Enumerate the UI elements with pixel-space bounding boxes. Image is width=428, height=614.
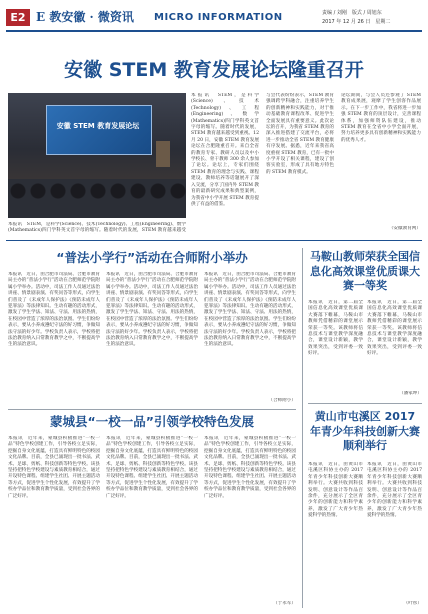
article-a-text-col1: 本报讯 近日，由合肥市司法局、合肥市教育局主办的“普法小学行”活动在合肥师范学院附属小学举办。活动中，司法工作人员通过法治讲座、情景剧表演、有奖问答等形式，向学生们普及了《未成年人保护法》《预防未成年人犯罪法》等法律知识。生动有趣的活动形式，激发了学生学法、知法、守法、用法的热情，在校园中营造了浓厚的法治氛围。学生们纷纷表示，要从小养成遵纪守法的好习惯，争做知法守法的好少年。学校负责人表示，学校将把法治教育纳入日常教育教学之中，不断提高学生的法治意识。 xyxy=(8,272,100,348)
article-b-byline: （于永军） xyxy=(273,601,296,606)
lead-text-under-photo: 本报讯 STEM，是科学(Science)、技术(Technology)、工程(Engineering)、数学(Mathematics)四门学科英文首字母的缩写。随着时代的发展，STEM 教育越来越受 xyxy=(8,222,186,234)
audience-silhouettes xyxy=(8,179,186,218)
article-c-headline: 马鞍山教师荣获全国信息化高效课堂优质课大赛一等奖 xyxy=(310,250,420,292)
lead-text-col1: 本报讯 STEM，是科学(Science)、技术(Technology)、工程(Engineering)、数学(Mathematics)四门学科英文首字母的缩写。随着时代的发展，STEM 教育越来越受到重视。12 月 20 日，安徽 STEM 教育发展论坛在合肥隆重召开。来自全省的教育专家、教研人员以及中小学校长、骨干教师 300 余人参加了论坛。论坛上，专家们围绕 STEM 教育的理念与实践、课程建设、教师培养等话题展开了深入交流，分享了国内外 STEM 教育的最新研究成果和典型案例，为我省中小学开展 STEM 教育提供了有益的借鉴。 xyxy=(191,93,259,207)
lead-divider xyxy=(6,240,422,241)
article-a-text-col3: 本报讯 近日，由合肥市司法局、合肥市教育局主办的“普法小学行”活动在合肥师范学院附属小学举办。活动中，司法工作人员通过法治讲座、情景剧表演、有奖问答等形式，向学生们普及了《未成年人保护法》《预防未成年人犯罪法》等法律知识。生动有趣的活动形式，激发了学生学法、知法、守法、用法的热情，在校园中营造了浓厚的法治氛围。学生们纷纷表示，要从小养成遵纪守法的好习惯，争做知法守法的好少年。学校负责人表示，学校将把法治教育纳入日常教育教学之中，不断提高学生的法治意识。 xyxy=(204,272,296,348)
article-c-text-col2: 本报讯 近日，第二届全国信息化高效课堂优质课大赛落下帷幕，马鞍山市教师凭借精彩的课堂展示荣获一等奖。该教师将信息技术与课堂教学深度融合，课堂设计新颖，教学效果突出，受到评委一致好评。 xyxy=(367,300,422,357)
article-b-text-col2: 本报讯 近年来，蒙城县积极推进“一校一品”特色学校创建工作，引导各校立足实际，挖掘自身文化底蕴，打造具有鲜明特色的校园文化品牌。目前，全县已涌现出一批书法、武术、足球、剪纸、科技创新等特色学校。该县坚持把特色学校建设与素质教育相结合，通过开设特色课程、组建学生社团、开展主题活动等方式，促进学生个性化发展，有效提升了学校办学品位和教育教学质量，受到社会各界的广泛好评。 xyxy=(106,436,198,499)
article-c-byline: （潘家坤） xyxy=(399,391,422,396)
article-a-headline: “普法小学行”活动在合师附小举办 xyxy=(56,250,248,265)
article-d-headline: 黄山市屯溪区 2017 年青少年科技创新大赛顺利举行 xyxy=(310,410,420,452)
article-d-text-col2: 本报讯 近日，由黄山市屯溪区科协主办的 2017 年青少年科技创新大赛顺利举行。大赛共收到科技发明、创意设计等作品百余件，充分展示了全区青少年的创新能力和科学素养，激发了广大青少年热爱科学的热情。 xyxy=(367,462,422,519)
lead-byline: （安徽教育网） xyxy=(388,226,421,231)
column-name: E 教安徽 · 微资讯 xyxy=(36,10,134,24)
article-c-text-col1: 本报讯 近日，第二届全国信息化高效课堂优质课大赛落下帷幕，马鞍山市教师凭借精彩的课堂展示荣获一等奖。该教师将信息技术与课堂教学深度融合，课堂设计新颖，教学效果突出，受到评委一致好评。 xyxy=(308,300,363,357)
article-d-text-col1: 本报讯 近日，由黄山市屯溪区科协主办的 2017 年青少年科技创新大赛顺利举行。大赛共收到科技发明、创意设计等作品百余件，充分展示了全区青少年的创新能力和科学素养，激发了广大青少年热爱科学的热情。 xyxy=(308,462,363,519)
article-b-text-col3: 本报讯 近年来，蒙城县积极推进“一校一品”特色学校创建工作，引导各校立足实际，挖掘自身文化底蕴，打造具有鲜明特色的校园文化品牌。目前，全县已涌现出一批书法、武术、足球、剪纸、科技创新等特色学校。该县坚持把特色学校建设与素质教育相结合，通过开设特色课程、组建学生社团、开展主题活动等方式，促进学生个性化发展，有效提升了学校办学品位和教育教学质量，受到社会各界的广泛好评。 xyxy=(204,436,296,499)
article-b-text-col1: 本报讯 近年来，蒙城县积极推进“一校一品”特色学校创建工作，引导各校立足实际，挖掘自身文化底蕴，打造具有鲜明特色的校园文化品牌。目前，全县已涌现出一批书法、武术、足球、剪纸、科技创新等特色学校。该县坚持把特色学校建设与素质教育相结合，通过开设特色课程、组建学生社团、开展主题活动等方式，促进学生个性化发展，有效提升了学校办学品位和教育教学质量，受到社会各界的广泛好评。 xyxy=(8,436,100,499)
issue-date: 2017 年 12 月 26 日 星期二 xyxy=(322,19,391,25)
article-d-byline: （叶彤） xyxy=(403,601,422,606)
page-code: E2 xyxy=(10,11,26,24)
article-a-byline: （合师附小） xyxy=(268,398,296,403)
editor-credit: 责编 / 刘刚 版式 / 周旭东 xyxy=(322,10,382,16)
article-a-divider xyxy=(8,409,296,410)
lead-headline: 安徽 STEM 教育发展论坛隆重召开 xyxy=(64,59,364,81)
article-b-headline: 蒙城县“一校一品”引领学校特色发展 xyxy=(50,414,254,429)
speaker-podium xyxy=(156,141,170,167)
conference-photo xyxy=(8,93,186,218)
right-column-separator xyxy=(302,248,303,608)
lead-text-col3: 论坛期间，与会人员还参观了 STEM 教育成果展，观摩了学生创客作品展示。在下一步工作中，我省将进一步加强 STEM 教育的顶层设计，完善课程体系，加强师资队伍建设，推动 STEM 教育在全省中小学全面开展，努力培养更多具有创新精神和实践能力的优秀人才。 xyxy=(341,93,421,143)
photo-banner-text: 安徽 STEM 教育发展论坛 xyxy=(56,122,140,130)
masthead-divider xyxy=(6,30,422,32)
lead-text-col2: 与会代表纷纷表示，STEM 教育强调跨学科融合，注重培养学生的创新精神和实践能力，对于推动基础教育课程改革、促进学生全面发展具有重要意义。此次论坛的召开，为我省 STEM 教育的深入推进搭建了交流平台，必将进一步推动全省 STEM 教育健康有序发展。据悉，近年来我省高度重视 STEM 教育，已有一批中小学开设了相关课程，建设了创客实验室，形成了具有地方特色的 STEM 教育模式。 xyxy=(266,93,334,175)
article-a-text-col2: 本报讯 近日，由合肥市司法局、合肥市教育局主办的“普法小学行”活动在合肥师范学院附属小学举办。活动中，司法工作人员通过法治讲座、情景剧表演、有奖问答等形式，向学生们普及了《未成年人保护法》《预防未成年人犯罪法》等法律知识。生动有趣的活动形式，激发了学生学法、知法、守法、用法的热情，在校园中营造了浓厚的法治氛围。学生们纷纷表示，要从小养成遵纪守法的好习惯，争做知法守法的好少年。学校负责人表示，学校将把法治教育纳入日常教育教学之中，不断提高学生的法治意识。 xyxy=(106,272,198,348)
article-c-divider xyxy=(308,403,422,404)
column-name-en: MICRO INFORMATION xyxy=(154,12,283,23)
